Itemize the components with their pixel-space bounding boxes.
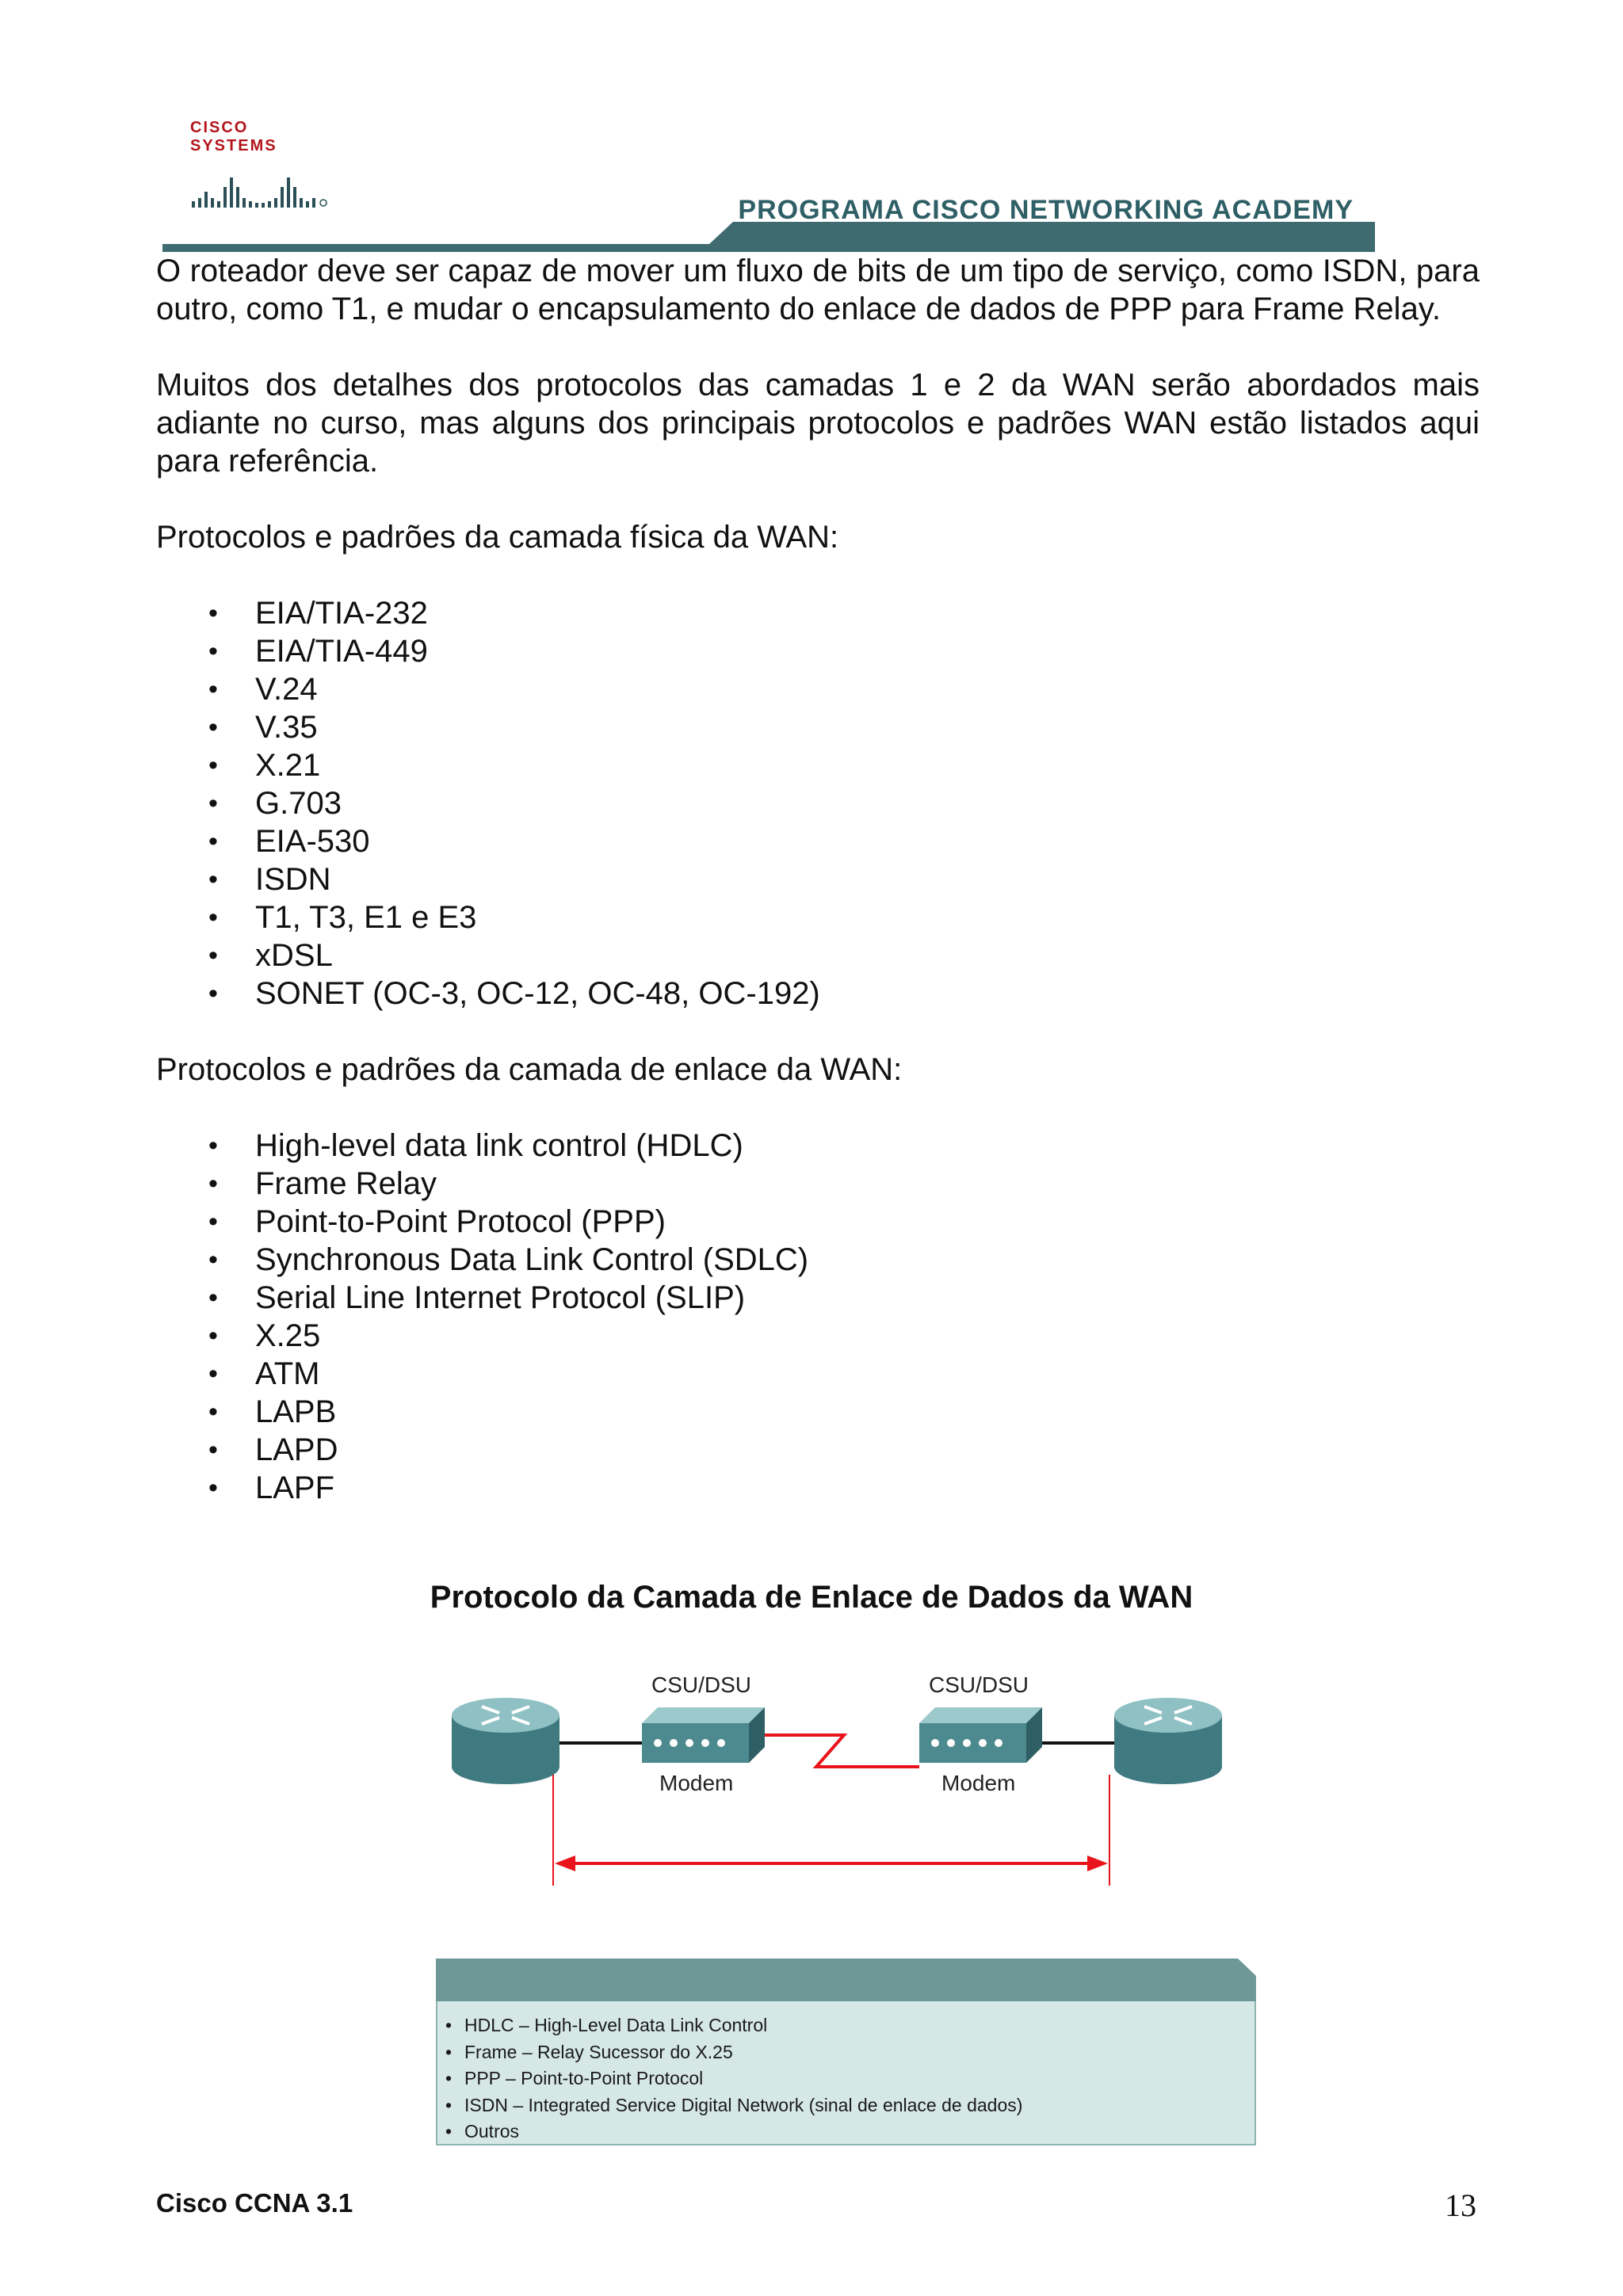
footer-course: Cisco CCNA 3.1 — [156, 2188, 353, 2218]
list-item: • Frame Relay — [156, 1165, 1480, 1203]
csu-dsu-right-icon — [919, 1707, 1042, 1763]
list-item: • LAPF — [156, 1469, 1480, 1507]
list-item: • LAPD — [156, 1431, 1480, 1469]
info-box-list — [437, 2001, 1254, 2145]
list-item: • G.703 — [156, 784, 1480, 822]
info-box-body — [436, 2001, 1256, 2145]
list-item: • ISDN — [156, 860, 1480, 898]
list-item: • LAPB — [156, 1393, 1480, 1431]
list-item: • xDSL — [156, 936, 1480, 974]
span-arrow-icon — [553, 1775, 1109, 1886]
wan-diagram — [444, 1672, 1236, 1909]
list-item: • EIA-530 — [156, 822, 1480, 860]
list-item: • EIA/TIA-449 — [156, 632, 1480, 670]
physical-layer-label: Protocolos e padrões da camada física da WAN: — [156, 520, 839, 555]
modem-label-left: Modem — [659, 1771, 734, 1795]
paragraph-router: O roteador deve ser capaz de mover um fluxo de bits de um tipo de serviço, como ISDN, para outro, como T1, e mudar o encapsulamento do enlace de dados de PPP para Frame Relay. — [156, 254, 1480, 326]
list-item: • EIA/TIA-232 — [156, 594, 1480, 632]
list-item: • X.25 — [156, 1317, 1480, 1355]
datalink-layer-list — [156, 1127, 1480, 1507]
list-item: • T1, T3, E1 e E3 — [156, 898, 1480, 936]
list-item: • ATM — [156, 1355, 1480, 1393]
datalink-layer-label: Protocolos e padrões da camada de enlace da WAN: — [156, 1052, 903, 1087]
csu-label-right: CSU/DSU — [929, 1672, 1029, 1697]
figure-title: Protocolo da Camada de Enlace de Dados da WAN — [430, 1580, 1193, 1615]
cisco-logo — [190, 119, 333, 198]
logo-text: CISCO SYSTEMS — [190, 119, 277, 154]
list-item: • V.24 — [156, 670, 1480, 708]
list-item: • V.35 — [156, 708, 1480, 746]
modem-label-right: Modem — [941, 1771, 1016, 1795]
list-item: • PPP – Point-to-Point Protocol — [445, 2065, 1254, 2092]
list-item: • Frame – Relay Sucessor do X.25 — [445, 2039, 1254, 2066]
paragraph-protocols: Muitos dos detalhes dos protocolos das camadas 1 e 2 da WAN serão abordados mais adiante no curso, mas alguns dos principais protocolos e padrões WAN estão listados aqui para referência. — [156, 368, 1480, 479]
list-item: • HDLC – High-Level Data Link Control — [445, 2012, 1254, 2039]
main-content — [156, 252, 1480, 1545]
list-item: • Synchronous Data Link Control (SDLC) — [156, 1241, 1480, 1279]
page-number: 13 — [1445, 2187, 1476, 2223]
physical-layer-list — [156, 594, 1480, 1013]
info-box-header — [436, 1958, 1256, 2001]
list-item: • X.21 — [156, 746, 1480, 784]
banner-title: PROGRAMA CISCO NETWORKING ACADEMY — [738, 195, 1354, 225]
router-right-icon — [1114, 1698, 1222, 1784]
list-item: • ISDN – Integrated Service Digital Network (sinal de enlace de dados) — [445, 2092, 1254, 2119]
list-item: • Serial Line Internet Protocol (SLIP) — [156, 1279, 1480, 1317]
serial-link-icon — [761, 1735, 919, 1767]
router-left-icon — [452, 1698, 559, 1784]
list-item: • Outros — [445, 2119, 1254, 2145]
protocol-info-box — [436, 1958, 1256, 2145]
list-item: • Point-to-Point Protocol (PPP) — [156, 1203, 1480, 1241]
list-item: • SONET (OC-3, OC-12, OC-48, OC-192) — [156, 974, 1480, 1013]
list-item: • High-level data link control (HDLC) — [156, 1127, 1480, 1165]
csu-dsu-left-icon — [642, 1707, 765, 1763]
csu-label-left: CSU/DSU — [651, 1672, 752, 1697]
